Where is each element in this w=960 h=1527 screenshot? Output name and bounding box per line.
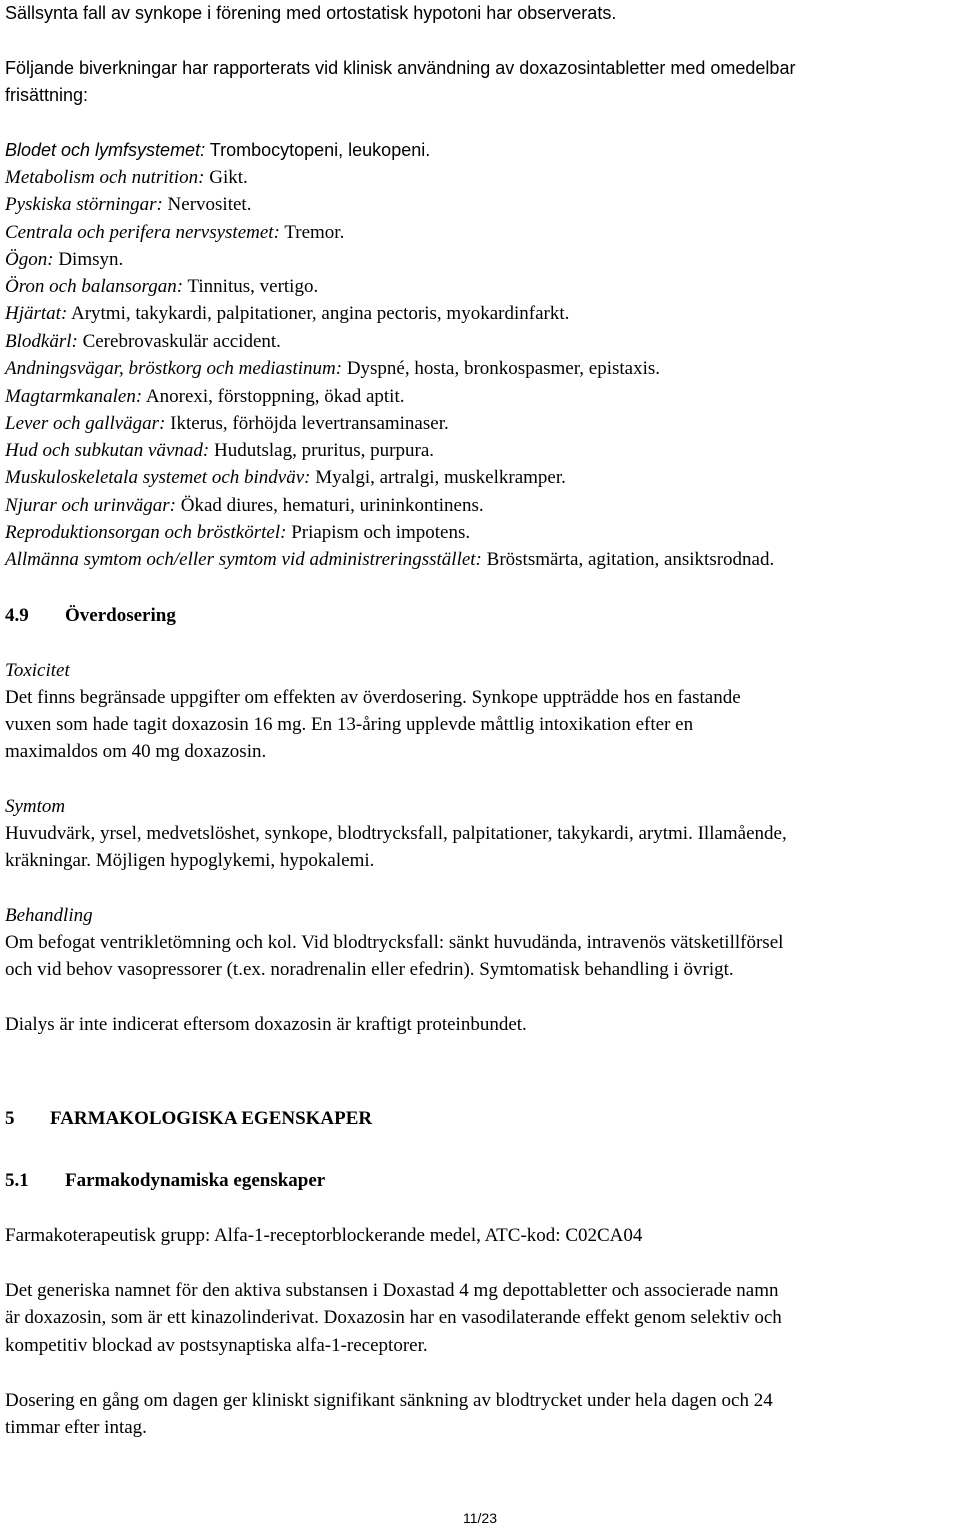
organ-class: Muskuloskeletala systemet och bindväv: bbox=[5, 467, 311, 488]
section-number: 4.9 bbox=[5, 605, 29, 626]
paragraph-line: är doxazosin, som är ett kinazolinderivat. Doxazosin har en vasodilaterande effekt genom selektiv och bbox=[5, 1307, 782, 1328]
organ-class: Lever och gallvägar: bbox=[5, 413, 166, 434]
section-title: Farmakodynamiska egenskaper bbox=[65, 1170, 326, 1191]
intro-line-1: Följande biverkningar har rapporterats vid klinisk användning av doxazosintabletter med omedelbar bbox=[5, 58, 796, 78]
section-heading-4-9 bbox=[5, 605, 176, 627]
page-number: 11/23 bbox=[463, 1510, 497, 1526]
effect-text: Dyspné, hosta, bronkospasmer, epistaxis. bbox=[346, 358, 661, 379]
subheading-behandling: Behandling bbox=[5, 905, 93, 926]
effect-row bbox=[5, 440, 434, 462]
effect-row bbox=[5, 276, 318, 298]
effect-row bbox=[5, 358, 660, 380]
effect-text: Trombocytopeni, leukopeni. bbox=[209, 140, 431, 160]
effect-text: Hudutslag, pruritus, purpura. bbox=[213, 440, 435, 461]
section-heading-5 bbox=[5, 1108, 372, 1130]
intro-line-2: frisättning: bbox=[5, 85, 89, 105]
effect-text: Priapism och impotens. bbox=[291, 522, 471, 543]
section-number: 5 bbox=[5, 1108, 15, 1129]
subheading-symtom: Symtom bbox=[5, 796, 66, 817]
organ-class: Andningsvägar, bröstkorg och mediastinum: bbox=[5, 358, 343, 379]
effect-text: Myalgi, artralgi, muskelkramper. bbox=[315, 467, 566, 488]
organ-class: Magtarmkanalen: bbox=[5, 386, 143, 407]
effect-row bbox=[5, 549, 774, 571]
effect-text: Tremor. bbox=[284, 222, 345, 243]
paragraph-line: Det generiska namnet för den aktiva substansen i Doxastad 4 mg depottabletter och associerade namn bbox=[5, 1280, 779, 1301]
organ-class: Centrala och perifera nervsystemet: bbox=[5, 222, 280, 243]
effect-row bbox=[5, 413, 449, 435]
effect-text: Cerebrovaskulär accident. bbox=[82, 331, 281, 352]
effect-text: Arytmi, takykardi, palpitationer, angina pectoris, myokardinfarkt. bbox=[70, 303, 570, 324]
effect-row bbox=[5, 139, 430, 161]
effect-row bbox=[5, 249, 123, 271]
organ-class: Ögon: bbox=[5, 249, 54, 270]
paragraph-line: Huvudvärk, yrsel, medvetslöshet, synkope, blodtrycksfall, palpitationer, takykardi, arytmi. Illamående, bbox=[5, 823, 787, 844]
effect-row bbox=[5, 386, 404, 408]
effect-row bbox=[5, 495, 484, 517]
effect-text: Bröstsmärta, agitation, ansiktsrodnad. bbox=[486, 549, 775, 570]
organ-class: Öron och balansorgan: bbox=[5, 276, 184, 297]
paragraph-line: kompetitiv blockad av postsynaptiska alfa-1-receptorer. bbox=[5, 1335, 428, 1356]
effect-row bbox=[5, 467, 566, 489]
paragraph-line: Dialys är inte indicerat eftersom doxazosin är kraftigt proteinbundet. bbox=[5, 1014, 527, 1035]
effect-text: Nervositet. bbox=[167, 194, 252, 215]
paragraph-line: Farmakoterapeutisk grupp: Alfa-1-receptorblockerande medel, ATC-kod: C02CA04 bbox=[5, 1225, 643, 1246]
effect-row bbox=[5, 194, 251, 216]
organ-class: Blodet och lymfsystemet: bbox=[5, 140, 206, 160]
effect-row bbox=[5, 331, 281, 353]
subheading-toxicitet: Toxicitet bbox=[5, 660, 70, 681]
paragraph-line: Dosering en gång om dagen ger kliniskt signifikant sänkning av blodtrycket under hela dagen och 24 bbox=[5, 1390, 773, 1411]
effect-text: Dimsyn. bbox=[58, 249, 124, 270]
organ-class: Njurar och urinvägar: bbox=[5, 495, 176, 516]
effect-row bbox=[5, 303, 569, 325]
effect-row bbox=[5, 167, 248, 189]
section-number: 5.1 bbox=[5, 1170, 29, 1191]
organ-class: Pyskiska störningar: bbox=[5, 194, 163, 215]
effect-text: Ökad diures, hematuri, urininkontinens. bbox=[180, 495, 484, 516]
top-note: Sällsynta fall av synkope i förening med ortostatisk hypotoni har observerats. bbox=[5, 3, 617, 23]
effect-text: Gikt. bbox=[209, 167, 248, 188]
organ-class: Reproduktionsorgan och bröstkörtel: bbox=[5, 522, 287, 543]
organ-class: Hud och subkutan vävnad: bbox=[5, 440, 210, 461]
paragraph-line: kräkningar. Möjligen hypoglykemi, hypokalemi. bbox=[5, 850, 375, 871]
effect-row bbox=[5, 222, 344, 244]
effect-row bbox=[5, 522, 470, 544]
effect-text: Anorexi, förstoppning, ökad aptit. bbox=[145, 386, 405, 407]
paragraph-line: vuxen som hade tagit doxazosin 16 mg. En 13-åring upplevde måttlig intoxikation efter en bbox=[5, 714, 694, 735]
section-title: FARMAKOLOGISKA EGENSKAPER bbox=[50, 1108, 373, 1129]
organ-class: Metabolism och nutrition: bbox=[5, 167, 205, 188]
effect-text: Tinnitus, vertigo. bbox=[187, 276, 319, 297]
paragraph-line: och vid behov vasopressorer (t.ex. noradrenalin eller efedrin). Symtomatisk behandling i övrigt. bbox=[5, 959, 734, 980]
organ-class: Blodkärl: bbox=[5, 331, 78, 352]
organ-class: Hjärtat: bbox=[5, 303, 68, 324]
section-title: Överdosering bbox=[65, 605, 176, 626]
paragraph-line: Det finns begränsade uppgifter om effekten av överdosering. Synkope uppträdde hos en fastande bbox=[5, 687, 741, 708]
paragraph-line: maximaldos om 40 mg doxazosin. bbox=[5, 741, 267, 762]
paragraph-line: timmar efter intag. bbox=[5, 1417, 147, 1438]
effect-text: Ikterus, förhöjda levertransaminaser. bbox=[170, 413, 449, 434]
paragraph-line: Om befogat ventrikletömning och kol. Vid blodtrycksfall: sänkt huvudända, intravenös vätsketillförsel bbox=[5, 932, 784, 953]
organ-class: Allmänna symtom och/eller symtom vid administreringsstället: bbox=[5, 549, 482, 570]
section-heading-5-1 bbox=[5, 1170, 325, 1192]
